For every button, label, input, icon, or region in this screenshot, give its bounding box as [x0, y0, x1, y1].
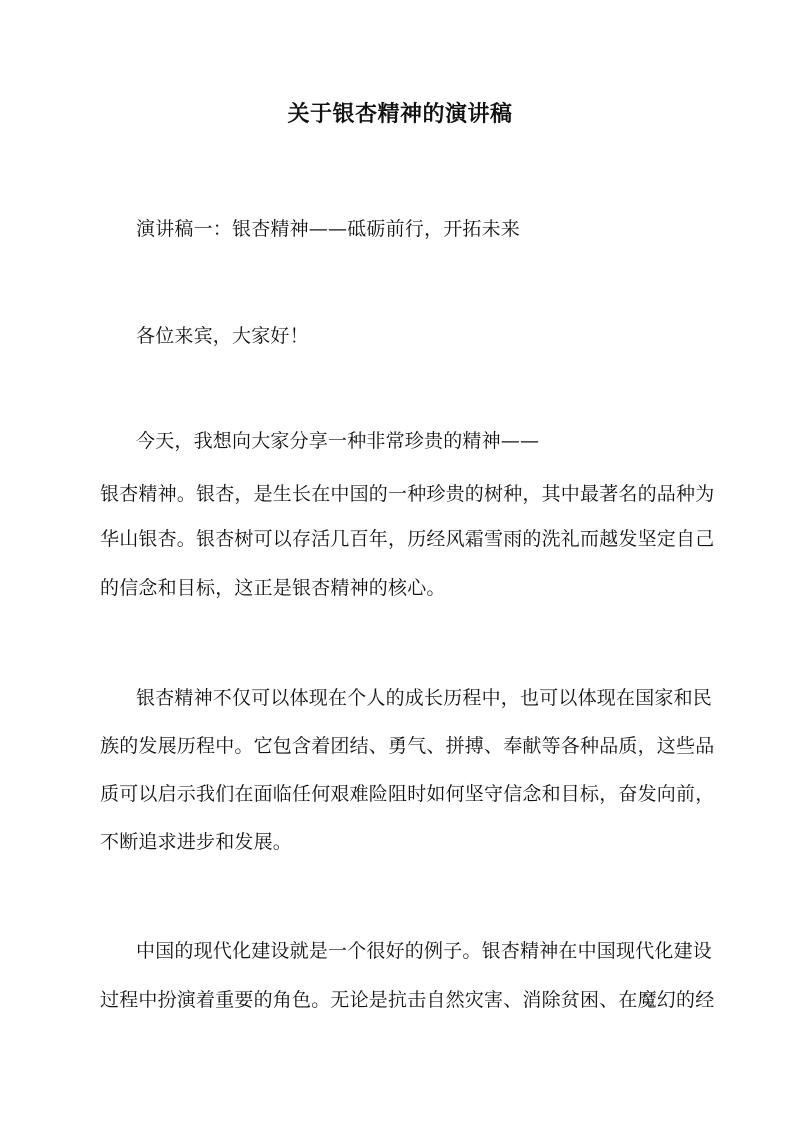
- paragraph-2-line-4: 不断追求进步和发展。: [100, 831, 293, 853]
- paragraph-2-line-1: 银杏精神不仅可以体现在个人的成长历程中，也可以体现在国家和民: [136, 687, 713, 709]
- paragraph-1-line-4: 的信念和目标，这正是银杏精神的核心。: [100, 577, 446, 599]
- paragraph-3-line-2: 过程中扮演着重要的角色。无论是抗击自然灾害、消除贫困、在魔幻的经: [100, 989, 715, 1011]
- paragraph-1-line-2: 银杏精神。银杏，是生长在中国的一种珍贵的树种，其中最著名的品种为: [100, 483, 715, 505]
- greeting-line: 各位来宾，大家好！: [136, 325, 309, 347]
- paragraph-3-line-1: 中国的现代化建设就是一个很好的例子。银杏精神在中国现代化建设: [136, 940, 713, 962]
- paragraph-1-line-3: 华山银杏。银杏树可以存活几百年，历经风霜雪雨的洗礼而越发坚定自己: [100, 528, 715, 550]
- paragraph-2-line-2: 族的发展历程中。它包含着团结、勇气、拼搏、奉献等各种品质，这些品: [100, 735, 715, 757]
- subtitle-line: 演讲稿一：银杏精神——砥砺前行，开拓未来: [136, 218, 521, 240]
- paragraph-1-line-1: 今天，我想向大家分享一种非常珍贵的精神——: [136, 430, 540, 452]
- paragraph-2-line-3: 质可以启示我们在面临任何艰难险阻时如何坚守信念和目标，奋发向前，: [100, 783, 715, 805]
- document-title: 关于银杏精神的演讲稿: [287, 101, 513, 127]
